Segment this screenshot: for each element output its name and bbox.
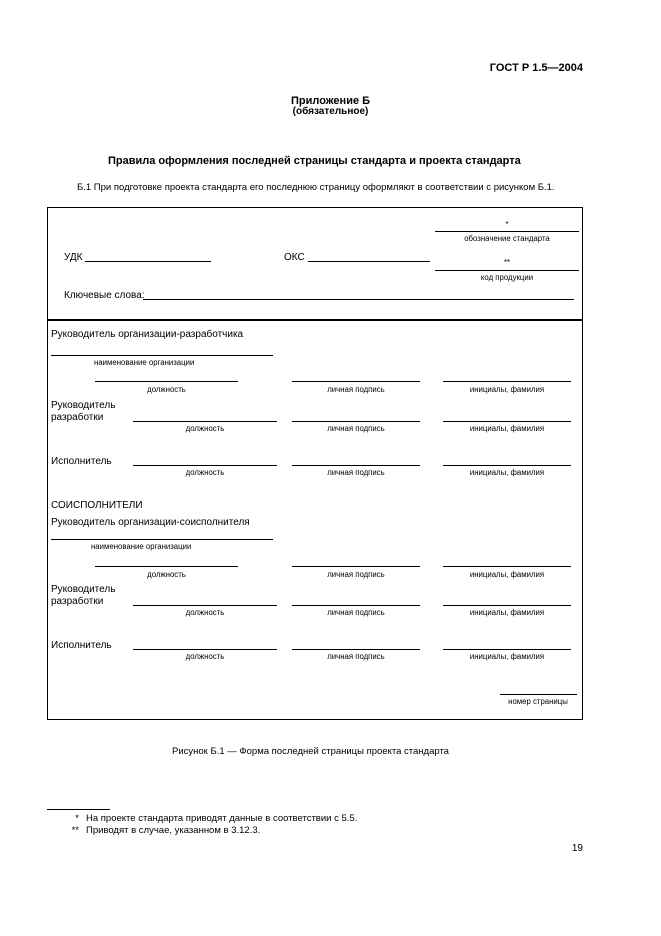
row4-initials-label: инициалы, фамилия <box>469 570 545 579</box>
row5-position-label: должность <box>185 608 225 617</box>
footnote-1-mark: * <box>75 813 79 824</box>
footnote-1-text: На проекте стандарта приводят данные в соответствии с 5.5. <box>86 813 358 824</box>
oks-line <box>308 261 430 262</box>
developer-org-head-label: Руководитель организации-разработчика <box>51 329 244 340</box>
page-number: 19 <box>571 843 583 854</box>
row5-signature-label: личная подпись <box>327 608 385 617</box>
row2-signature-line <box>292 421 420 422</box>
row5-initials-label: инициалы, фамилия <box>469 608 545 617</box>
dev-head-label-line2: разработки <box>51 412 104 423</box>
coexecutor-org-name-label: наименование организации <box>91 542 192 551</box>
row3-signature-line <box>292 465 420 466</box>
developer-org-name-label: наименование организации <box>94 358 195 367</box>
row4-signature-line <box>292 566 420 567</box>
row6-initials-label: инициалы, фамилия <box>469 652 545 661</box>
coexecutor-org-name-line <box>51 539 273 540</box>
product-code-footnote-mark: ** <box>503 258 511 267</box>
keywords-line <box>143 299 574 300</box>
row3-position-line <box>133 465 277 466</box>
designation-line <box>435 231 579 232</box>
co-dev-head-label-line1: Руководитель <box>51 584 116 595</box>
designation-footnote-mark: * <box>505 220 509 229</box>
row1-initials-label: инициалы, фамилия <box>469 385 545 394</box>
form-frame <box>47 207 583 720</box>
row1-initials-line <box>443 381 571 382</box>
page-number-line <box>500 694 577 695</box>
row4-position-label: должность <box>147 570 186 579</box>
row3-signature-label: личная подпись <box>327 468 385 477</box>
page-number-label: номер страницы <box>508 697 568 706</box>
developer-org-name-line <box>51 355 273 356</box>
row6-initials-line <box>443 649 571 650</box>
row6-position-line <box>133 649 277 650</box>
row4-signature-label: личная подпись <box>327 570 385 579</box>
standard-code: ГОСТ Р 1.5—2004 <box>489 62 583 74</box>
footnote-2-text: Приводят в случае, указанном в 3.12.3. <box>86 825 261 836</box>
form-divider <box>47 319 583 321</box>
footnote-separator <box>47 809 110 810</box>
designation-label: обозначение стандарта <box>464 234 550 243</box>
row3-position-label: должность <box>185 468 225 477</box>
row4-initials-line <box>443 566 571 567</box>
row1-signature-label: личная подпись <box>327 385 385 394</box>
row4-position-line <box>95 566 238 567</box>
row3-initials-label: инициалы, фамилия <box>469 468 545 477</box>
appendix-status: (обязательное) <box>292 106 369 117</box>
appendix-title: Приложение Б <box>290 95 371 107</box>
footnote-2-mark: ** <box>71 825 79 836</box>
co-executor-label: Исполнитель <box>51 640 112 651</box>
row6-position-label: должность <box>185 652 225 661</box>
udk-label: УДК <box>64 252 83 263</box>
row6-signature-label: личная подпись <box>327 652 385 661</box>
section-heading: Правила оформления последней страницы стандарта и проекта стандарта <box>108 155 521 167</box>
row2-position-label: должность <box>185 424 225 433</box>
udk-line <box>85 261 211 262</box>
oks-label: ОКС <box>284 252 305 263</box>
product-code-label: код продукции <box>480 273 534 282</box>
row5-initials-line <box>443 605 571 606</box>
row6-signature-line <box>292 649 420 650</box>
row1-position-line <box>95 381 238 382</box>
row2-position-line <box>133 421 277 422</box>
row3-initials-line <box>443 465 571 466</box>
row2-initials-line <box>443 421 571 422</box>
figure-caption: Рисунок Б.1 — Форма последней страницы проекта стандарта <box>172 746 449 757</box>
coexecutors-heading: СОИСПОЛНИТЕЛИ <box>51 500 143 511</box>
intro-paragraph: Б.1 При подготовке проекта стандарта его последнюю страницу оформляют в соответствии с рисунком Б.1. <box>77 182 555 193</box>
co-dev-head-label-line2: разработки <box>51 596 104 607</box>
executor-label: Исполнитель <box>51 456 112 467</box>
row2-signature-label: личная подпись <box>327 424 385 433</box>
keywords-label: Ключевые слова: <box>64 290 145 301</box>
row5-position-line <box>133 605 277 606</box>
row1-position-label: должность <box>147 385 186 394</box>
row1-signature-line <box>292 381 420 382</box>
coexecutor-org-head-label: Руководитель организации-соисполнителя <box>51 517 250 528</box>
dev-head-label-line1: Руководитель <box>51 400 116 411</box>
row2-initials-label: инициалы, фамилия <box>469 424 545 433</box>
row5-signature-line <box>292 605 420 606</box>
product-code-line <box>435 270 579 271</box>
